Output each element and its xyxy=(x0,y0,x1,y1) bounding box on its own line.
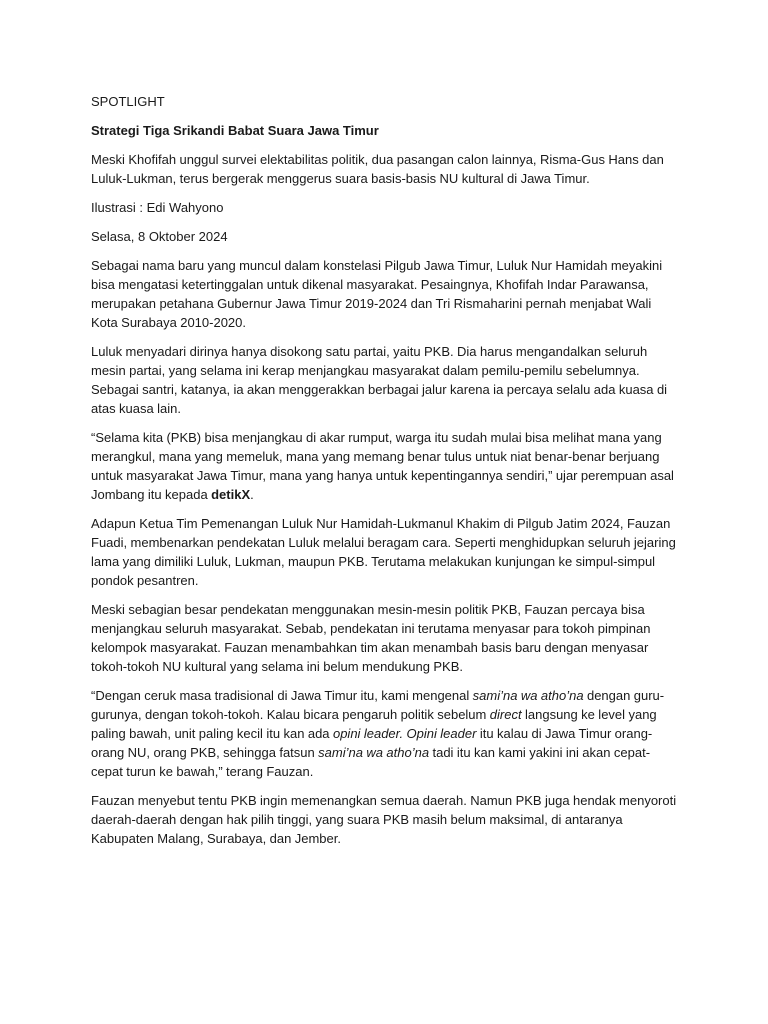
paragraph-6-c: langsung ke level yang paling bawah, unit paling kecil itu kan ada xyxy=(91,707,657,741)
paragraph-2: Luluk menyadari dirinya hanya disokong satu partai, yaitu PKB. Dia harus mengandalkan seluruh mesin partai, yang selama ini kerap menjangkau masyarakat dalam pemilu-pemilu sebelumnya. Sebagai santri, katanya, ia akan menggerakkan berbagai jalur karena ia percaya selalu ada kuasa di atas kuasa lain. xyxy=(91,344,668,416)
paragraph-3 xyxy=(91,428,681,504)
article-lede: Meski Khofifah unggul survei elektabilitas politik, dua pasangan calon lainnya, Risma-Gus Hans dan Luluk-Lukman, terus bergerak menggerus suara basis-basis NU kultural di Jawa Timur. xyxy=(91,152,664,186)
term-samina-2: sami’na wa atho’na xyxy=(318,745,430,760)
term-samina-1: sami’na wa atho’na xyxy=(472,688,584,703)
article-title: Strategi Tiga Srikandi Babat Suara Jawa Timur xyxy=(91,123,379,138)
paragraph-7: Fauzan menyebut tentu PKB ingin memenangkan semua daerah. Namun PKB juga hendak menyoroti daerah-daerah dengan hak pilih tinggi, yang suara PKB masih belum maksimal, di antaranya Kabupaten Malang, Surabaya, dan Jember. xyxy=(91,793,677,846)
section-label: SPOTLIGHT xyxy=(91,94,165,109)
term-direct: direct xyxy=(489,707,522,722)
paragraph-3-end: . xyxy=(250,487,254,502)
paragraph-6-d: itu kalau di Jawa Timur orang-orang NU, orang PKB, sehingga fatsun xyxy=(91,726,653,760)
publish-date: Selasa, 8 Oktober 2024 xyxy=(91,229,228,244)
paragraph-5: Meski sebagian besar pendekatan menggunakan mesin-mesin politik PKB, Fauzan percaya bisa menjangkau seluruh masyarakat. Sebab, pendekatan ini terutama menyasar para tokoh pimpinan kelompok masyarakat. Fauzan menambahkan tim akan menambah basis baru dengan menyasar tokoh-tokoh NU kultural yang selama ini belum mendukung PKB. xyxy=(91,602,651,674)
paragraph-6-e: tadi itu kan kami yakini ini akan cepat-cepat turun ke bawah,” terang Fauzan. xyxy=(91,745,651,779)
paragraph-3-text: “Selama kita (PKB) bisa menjangkau di akar rumput, warga itu sudah mulai bisa melihat mana yang merangkul, mana yang memeluk, mana yang memang benar tulus untuk niat benar-benar berjuang untuk masyarakat Jawa Timur, mana yang hanya untuk kepentingannya sendiri,” ujar perempuan asal Jombang itu kepada xyxy=(91,430,674,502)
paragraph-6-a: “Dengan ceruk masa tradisional di Jawa Timur itu, kami mengenal xyxy=(91,688,473,703)
term-opini-leader: opini leader. Opini leader xyxy=(332,726,477,741)
article-page xyxy=(91,92,681,858)
paragraph-6 xyxy=(91,686,681,781)
paragraph-6-b: dengan guru-gurunya, dengan tokoh-tokoh. Kalau bicara pengaruh politik sebelum xyxy=(91,688,665,722)
illustration-credit: Ilustrasi : Edi Wahyono xyxy=(91,200,224,215)
news-source: detikX xyxy=(211,487,251,502)
paragraph-1: Sebagai nama baru yang muncul dalam konstelasi Pilgub Jawa Timur, Luluk Nur Hamidah meyakini bisa mengatasi ketertinggalan untuk dikenal masyarakat. Pesaingnya, Khofifah Indar Parawansa, merupakan petahana Gubernur Jawa Timur 2019-2024 dan Tri Rismaharini pernah menjabat Wali Kota Surabaya 2010-2020. xyxy=(91,258,663,330)
paragraph-4: Adapun Ketua Tim Pemenangan Luluk Nur Hamidah-Lukmanul Khakim di Pilgub Jatim 2024, Fauzan Fuadi, membenarkan pendekatan Luluk melalui beragam cara. Seperti menghidupkan seluruh jejaring lama yang dimiliki Luluk, Lukman, maupun PKB. Terutama melakukan kunjungan ke simpul-simpul pondok pesantren. xyxy=(91,516,676,588)
